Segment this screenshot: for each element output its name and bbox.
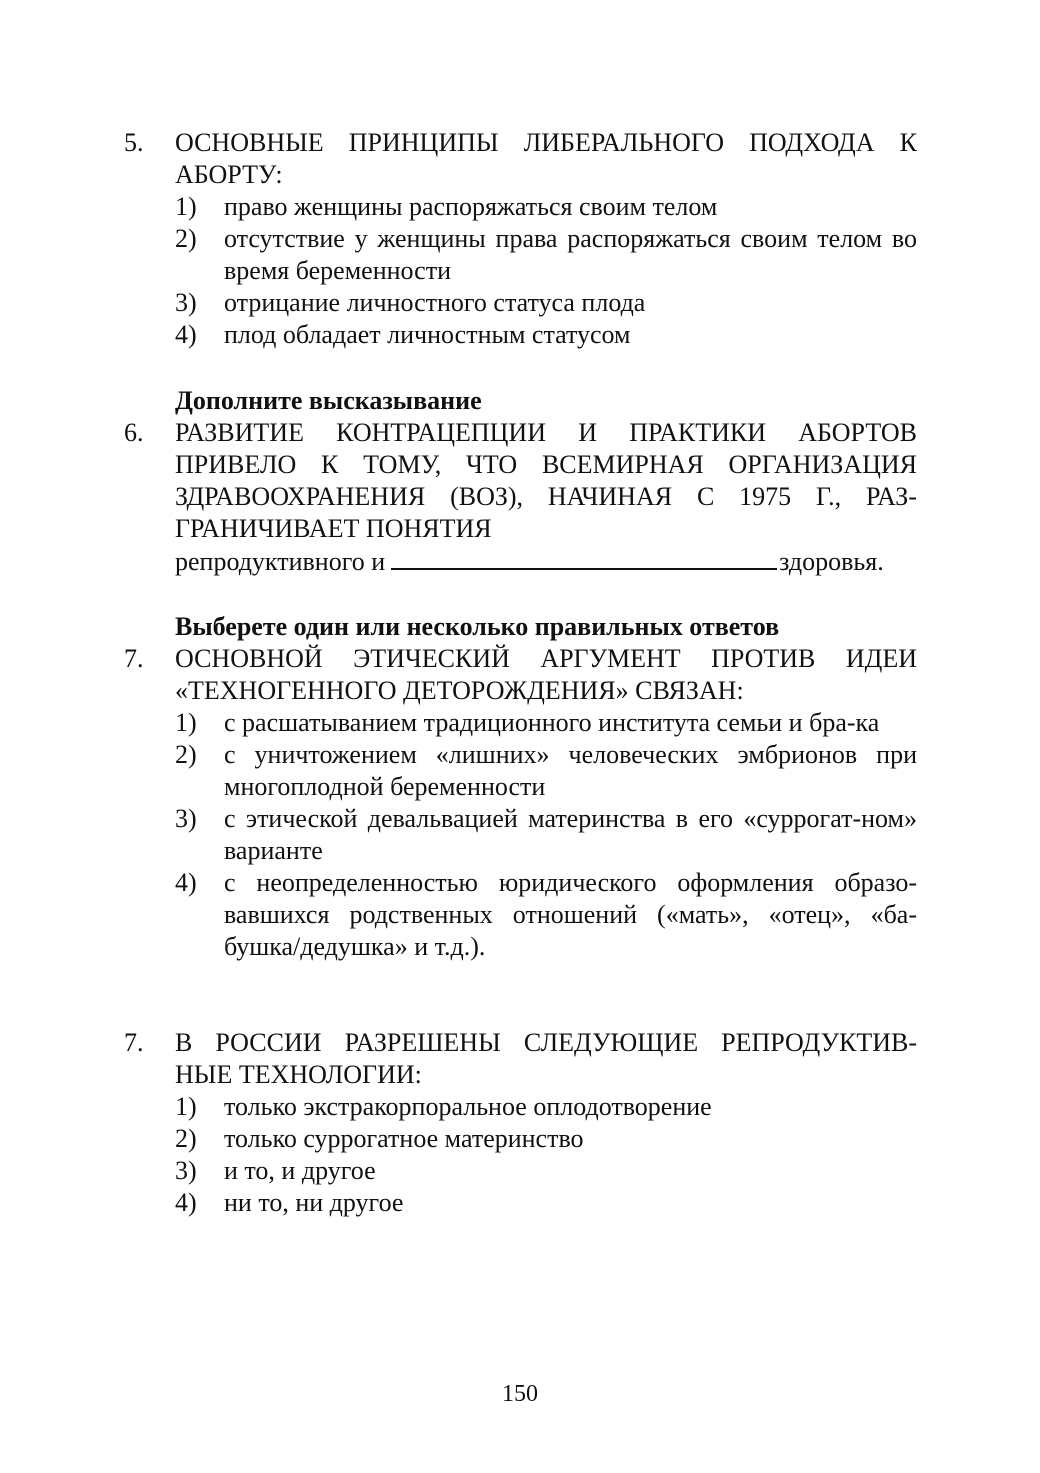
question-text-line: ЗДРАВООХРАНЕНИЯ (ВОЗ), НАЧИНАЯ С 1975 Г., РАЗ- <box>175 482 917 511</box>
answer-number: 3) <box>175 1156 197 1185</box>
question-6 <box>124 417 917 545</box>
fill-suffix: здоровья. <box>779 547 884 576</box>
answer-option <box>175 707 917 739</box>
answer-list <box>175 191 917 351</box>
answer-option <box>175 1155 917 1187</box>
answer-text: с этической девальвацией материнства в его «суррогат-ном» варианте <box>224 804 917 865</box>
answer-option <box>175 319 917 351</box>
answer-option <box>175 223 917 287</box>
question-number: 5. <box>124 128 144 157</box>
answer-text: с уничтожением «лишних» человеческих эмбрионов при многоплодной беременности <box>224 740 917 801</box>
answer-option <box>175 803 917 867</box>
answer-number: 2) <box>175 1124 197 1153</box>
fill-in-line <box>175 546 917 578</box>
answer-number: 1) <box>175 1092 197 1121</box>
question-7b <box>124 1027 917 1219</box>
question-text-line: АБОРТУ: <box>175 160 283 189</box>
fill-prefix: репродуктивного и <box>175 547 386 576</box>
question-text-line: В РОССИИ РАЗРЕШЕНЫ СЛЕДУЮЩИЕ РЕПРОДУКТИВ- <box>175 1028 917 1057</box>
answer-number: 4) <box>175 1188 197 1217</box>
question-text-line: НЫЕ ТЕХНОЛОГИИ: <box>175 1060 422 1089</box>
answer-number: 4) <box>175 320 197 349</box>
answer-number: 1) <box>175 192 197 221</box>
answer-text: и то, и другое <box>224 1156 376 1185</box>
question-7a <box>124 643 917 963</box>
answer-number: 3) <box>175 288 197 317</box>
answer-text: отрицание личностного статуса плода <box>224 288 646 317</box>
instruction-heading: Дополните высказывание <box>175 386 482 415</box>
answer-text: с неопределенностью юридического оформления образо-вавшихся родственных отношений («мать», «отец», «ба-бушка/дедушка» и т.д.). <box>224 868 917 961</box>
answer-number: 2) <box>175 740 197 769</box>
question-number: 7. <box>124 1028 144 1057</box>
answer-number: 3) <box>175 804 197 833</box>
answer-option <box>175 1091 917 1123</box>
answer-option <box>175 1123 917 1155</box>
answer-text: только экстракорпоральное оплодотворение <box>224 1092 712 1121</box>
question-text-line: ОСНОВНОЙ ЭТИЧЕСКИЙ АРГУМЕНТ ПРОТИВ ИДЕИ <box>175 644 917 673</box>
answer-option <box>175 191 917 223</box>
answer-text: плод обладает личностным статусом <box>224 320 631 349</box>
answer-option <box>175 287 917 319</box>
answer-text: право женщины распоряжаться своим телом <box>224 192 718 221</box>
question-text-line: ГРАНИЧИВАЕТ ПОНЯТИЯ <box>175 514 492 543</box>
question-5 <box>124 127 917 351</box>
answer-list <box>175 1091 917 1219</box>
question-text-line: ОСНОВНЫЕ ПРИНЦИПЫ ЛИБЕРАЛЬНОГО ПОДХОДА К <box>175 128 917 157</box>
answer-list <box>175 707 917 963</box>
answer-option <box>175 739 917 803</box>
instruction-heading: Выберете один или несколько правильных ответов <box>175 612 780 641</box>
answer-text: ни то, ни другое <box>224 1188 404 1217</box>
answer-number: 2) <box>175 224 197 253</box>
question-number: 7. <box>124 644 144 673</box>
answer-text: с расшатыванием традиционного института семьи и бра-ка <box>224 708 880 737</box>
answer-option <box>175 1187 917 1219</box>
answer-number: 4) <box>175 868 197 897</box>
answer-number: 1) <box>175 708 197 737</box>
answer-blank[interactable] <box>391 546 777 570</box>
question-text-line: ПРИВЕЛО К ТОМУ, ЧТО ВСЕМИРНАЯ ОРГАНИЗАЦИЯ <box>175 450 917 479</box>
question-text-line: «ТЕХНОГЕННОГО ДЕТОРОЖДЕНИЯ» СВЯЗАН: <box>175 676 744 705</box>
question-text-line: РАЗВИТИЕ КОНТРАЦЕПЦИИ И ПРАКТИКИ АБОРТОВ <box>175 418 917 447</box>
page-number: 150 <box>502 1381 538 1407</box>
answer-text: отсутствие у женщины права распоряжаться своим телом во время беременности <box>224 224 917 285</box>
answer-option <box>175 867 917 963</box>
answer-text: только суррогатное материнство <box>224 1124 584 1153</box>
question-number: 6. <box>124 418 144 447</box>
